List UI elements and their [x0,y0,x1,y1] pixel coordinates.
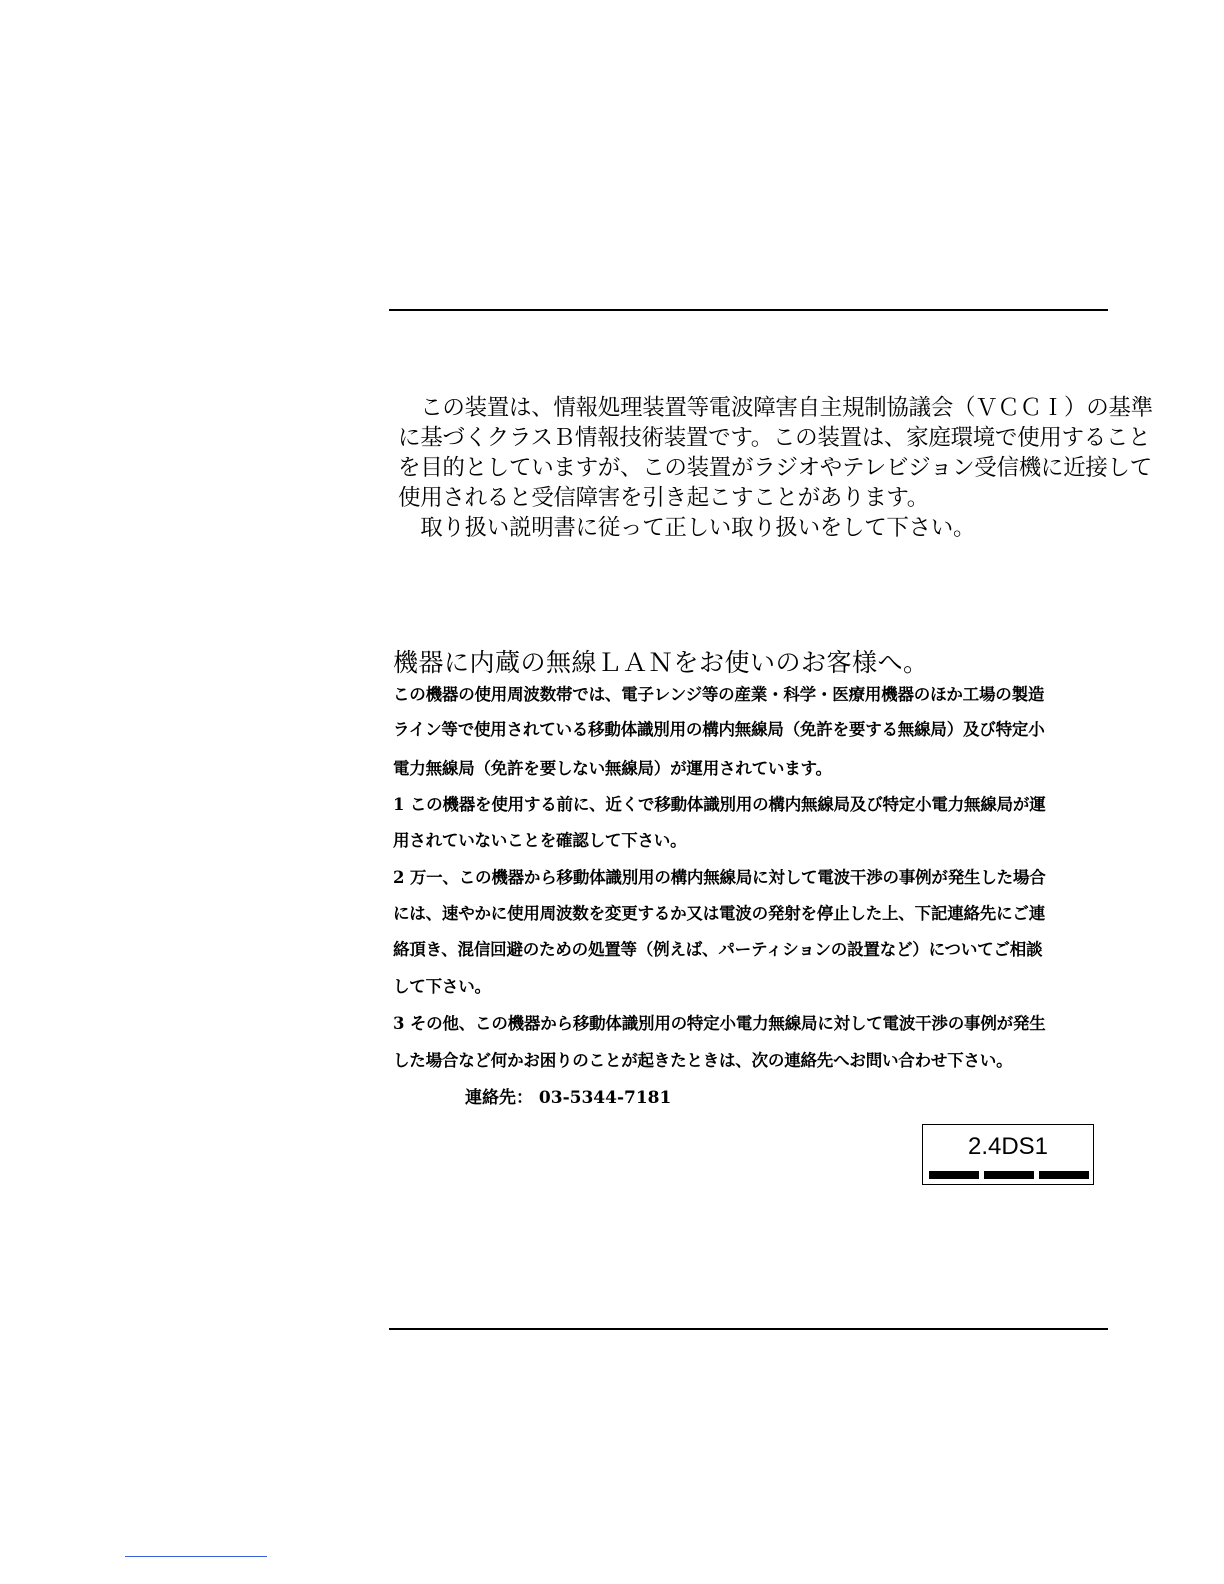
frequency-badge-label: 2.4DS1 [967,1133,1049,1160]
contact-number: 連絡先： 03-5344-7181 [465,1088,672,1108]
vcci-line: 取り扱い説明書に従って正しい取り扱いをして下さい。 [398,515,976,541]
wireless-notice-title: 機器に内蔵の無線ＬＡＮをお使いのお客様へ。 [393,648,929,677]
wireless-line: 2 万一、この機器から移動体識別用の構内無線局に対して電波干渉の事例が発生した場合 [393,868,1046,887]
badge-bar [1039,1171,1089,1179]
wireless-line: 3 その他、この機器から移動体識別用の特定小電力無線局に対して電波干渉の事例が発生 [393,1014,1046,1033]
wireless-line: 電力無線局（免許を要しない無線局）が運用されています。 [393,759,832,778]
wireless-line: して下さい。 [393,977,491,996]
badge-bar [929,1171,979,1179]
wireless-line: 1 この機器を使用する前に、近くで移動体識別用の構内無線局及び特定小電力無線局が運 [393,795,1046,814]
footer-link-underline[interactable] [125,1556,267,1557]
bottom-divider [389,1328,1108,1330]
vcci-line: に基づくクラスＢ情報技術装置です。この装置は、家庭環境で使用すること [398,425,1151,451]
frequency-badge [922,1124,1094,1185]
wireless-line: 用されていないことを確認して下さい。 [393,831,687,850]
wireless-line: ライン等で使用されている移動体識別用の構内無線局（免許を要する無線局）及び特定小 [393,720,1045,739]
badge-bar [984,1171,1034,1179]
wireless-line: には、速やかに使用周波数を変更するか又は電波の発射を停止した上、下記連絡先にご連 [393,904,1046,923]
top-divider [389,309,1108,311]
vcci-notice [398,393,1153,543]
vcci-line: を目的としていますが、この装置がラジオやテレビジョン受信機に近接して [398,455,1152,481]
wireless-line: この機器の使用周波数帯では、電子レンジ等の産業・科学・医療用機器のほか工場の製造 [393,685,1045,704]
vcci-line: 使用されると受信障害を引き起こすことがあります。 [398,485,930,511]
wireless-line: した場合など何かお困りのことが起きたときは、次の連絡先へお問い合わせ下さい。 [393,1051,1013,1070]
wireless-line: 絡頂き、混信回避のための処置等（例えば、パーティションの設置など）についてご相談 [393,940,1043,959]
vcci-line: この装置は、情報処理装置等電波障害自主規制協議会（ＶＣＣＩ）の基準 [398,395,1153,421]
